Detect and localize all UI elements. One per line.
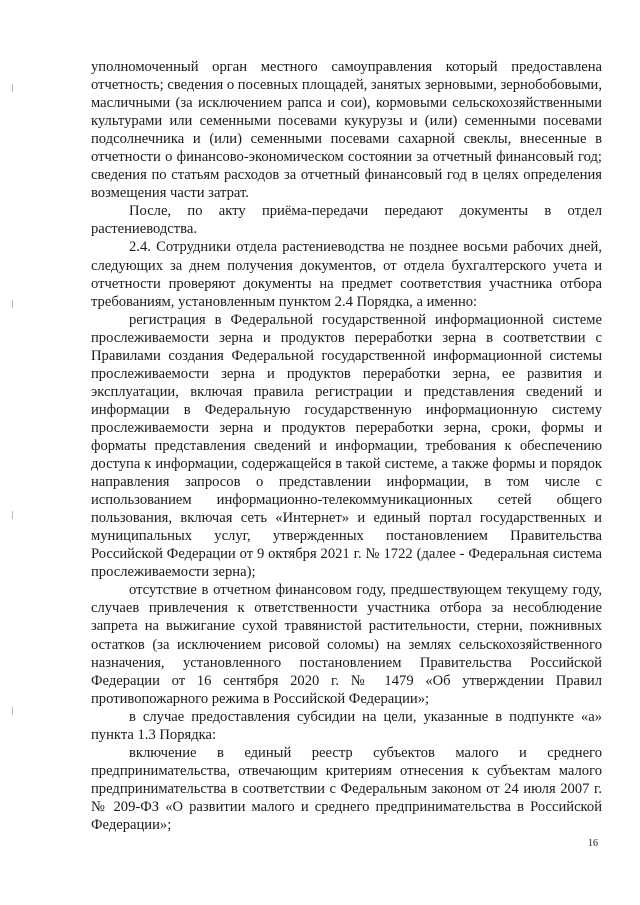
scan-margin-mark [12,300,16,308]
scan-margin-mark [12,511,16,519]
scan-margin-mark [12,707,16,715]
page-number: 16 [588,838,598,849]
paragraph-grain-system-registration: регистрация в Федеральной государственной информационной системе прослеживаемости зерна и продуктов переработки зерна в соответствии с Правилами создания Федеральной государственной информационной системы прослеживаемости зерна и продуктов переработки зерна, ее развития и эксплуатации, включая правила регистрации и представления сведений и информации в Федеральную государственную информационную систему прослеживаемости зерна и продуктов переработки зерна, сроки, формы и форматы представления сведений и информации, требования к обеспечению доступа к информации, содержащейся в такой системе, а также формы и порядок направления запросов о представлении информации, в том числе с использованием информационно-телекоммуникационных сетей общего пользования, включая сеть «Интернет» и единый портал государственных и муниципальных услуг, утвержденных постановлением Правительства Российской Федерации от 9 октября 2021 г. № 1722 (далее - Федеральная система прослеживаемости зерна); [91,311,602,581]
scan-margin-mark [12,84,16,92]
paragraph-subsidy-case: в случае предоставления субсидии на цели, указанные в подпункте «а» пункта 1.3 Порядка: [91,708,602,743]
paragraph-no-burning-violations: отсутствие в отчетном финансовом году, предшествующем текущему году, случаев привлечения к ответственности участника отбора за несоблюдение запрета на выжигание сухой травянистой растительности, стерни, пожнивных остатков (за исключением рисовой соломы) на землях сельскохозяйственного назначения, установленного постановлением Правительства Российской Федерации от 16 сентября 2020 г. № 1479 «Об утверждении Правил противопожарного режима в Российской Федерации»; [91,582,602,707]
paragraph-sme-registry: включение в единый реестр субъектов малого и среднего предпринимательства, отвечающим критериям отнесения к субъектам малого предпринимательства в соответствии с Федеральным законом от 24 июля 2007 г. № 209-ФЗ «О развитии малого и среднего предпринимательства в Российской Федерации»; [91,744,602,833]
paragraph-reporting-info: уполномоченный орган местного самоуправления который предоставлена отчетность; сведения о посевных площадей, занятых зерновыми, зернобобовыми, масличными (за исключением рапса и сои), кормовыми сельскохозяйственными культурами или семенными посевами кукурузы и (или) семенными посевами подсолнечника и (или) семенными посевами сахарной свеклы, внесенные в отчетности о финансово-экономическом состоянии за отчетный финансовый год; сведения по статьям расходов за отчетный финансовый год в целях определения возмещения части затрат. [91,59,602,202]
paragraph-transfer-act: После, по акту приёма-передачи передают документы в отдел растениеводства. [91,203,602,238]
document-body [91,58,602,834]
paragraph-2-4-verification: 2.4. Сотрудники отдела растениеводства не позднее восьми рабочих дней, следующих за днем получения документов, от отдела бухгалтерского учета и отчетности проверяют документы на предмет соответствия участника отбора требованиям, установленным пунктом 2.4 Порядка, а именно: [91,239,602,310]
